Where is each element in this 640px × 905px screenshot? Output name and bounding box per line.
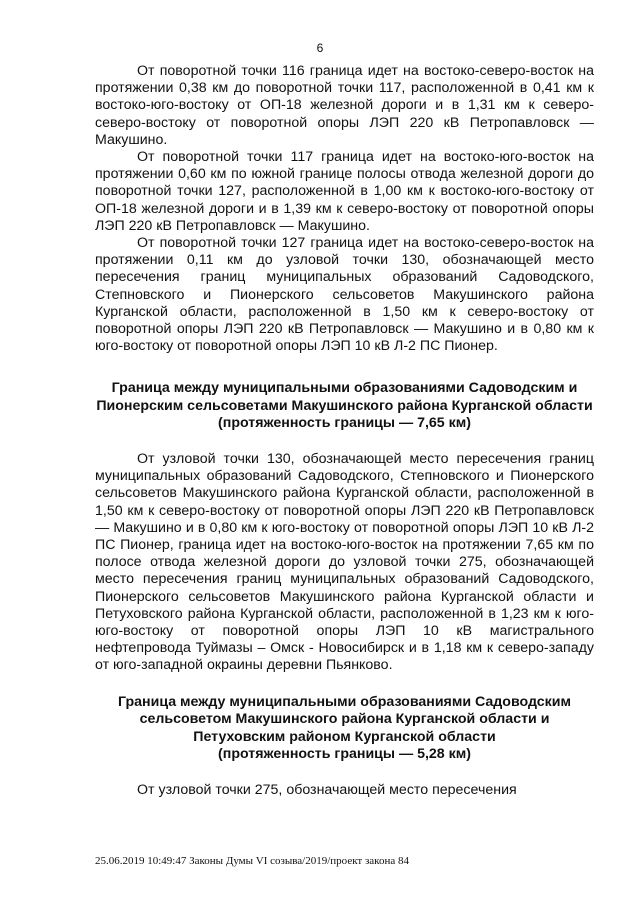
footer-stamp: 25.06.2019 10:49:47 Законы Думы VI созыва/2019/проект закона 84 [95,855,409,867]
paragraph-point-117: От поворотной точки 117 граница идет на востоко-юго-восток на протяжении 0,60 км по южной границе полосы отвода железной дороги до поворотной точки 127, расположенной в 1,00 км к востоко-юго-востоку от ОП-18 железной дороги и в 1,39 км к северо-востоку от поворотной опоры ЛЭП 220 кВ Петропавловск — Макушино. [95,149,594,234]
section-title: Граница между муниципальными образованиями Садоводским сельсоветом Макушинского района Курганской области и Петуховским районом Курганской области [117,693,571,745]
paragraph-point-116: От поворотной точки 116 граница идет на востоко-северо-восток на протяжении 0,38 км до поворотной точки 117, расположенной в 0,41 км к востоко-юго-востоку от ОП-18 железной дороги и в 1,31 км к северо-северо-востоку от поворотной опоры ЛЭП 220 кВ Петропавловск — Макушино. [95,63,594,148]
document-body [95,63,594,799]
section-heading-sadovodsky-pionersky [95,380,594,433]
section-length: (протяженность границы — 7,65 км) [218,415,471,432]
page-number: 6 [316,41,324,55]
section-length: (протяженность границы — 5,28 км) [218,746,471,763]
section-heading-sadovodsky-petukhovsky [95,694,594,764]
paragraph-point-127: От поворотной точки 127 граница идет на востоко-северо-восток на протяжении 0,11 км до узловой точки 130, обозначающей место пересечения границ муниципальных образований Садоводского, Степновского и Пионерского сельсоветов Макушинского района Курганской области, расположенной в 1,50 км к северо-востоку от поворотной опоры ЛЭП 220 кВ Петропавловск — Макушино и в 0,80 км к юго-востоку от поворотной опоры ЛЭП 10 кВ Л-2 ПС Пионер. [95,235,594,355]
paragraph-point-275: От узловой точки 275, обозначающей место пересечения [137,781,517,798]
section-title: Граница между муниципальными образованиями Садоводским и Пионерским сельсоветами Макушинского района Курганской области [96,380,593,414]
paragraph-point-130: От узловой точки 130, обозначающей место пересечения границ муниципальных образований Садоводского, Степновского и Пионерского сельсоветов Макушинского района Курганской области, расположенной в 1,50 км к северо-востоку от поворотной опоры ЛЭП 220 кВ Петропавловск — Макушино и в 0,80 км к юго-востоку от поворотной опоры ЛЭП 10 кВ Л-2 ПС Пионер, граница идет на востоко-юго-восток на протяжении 7,65 км по полосе отвода железной дороги до узловой точки 275, обозначающей место пересечения границ муниципальных образований Садоводского, Пионерского сельсоветов Макушинского района Курганской области и Петуховского района Курганской области, расположенной в 1,23 км к юго-юго-востоку от поворотной опоры ЛЭП 10 кВ магистрального нефтепровода Туймазы – Омск - Новосибирск и в 1,18 км к северо-западу от юго-западной окраины деревни Пьянково. [95,450,594,674]
